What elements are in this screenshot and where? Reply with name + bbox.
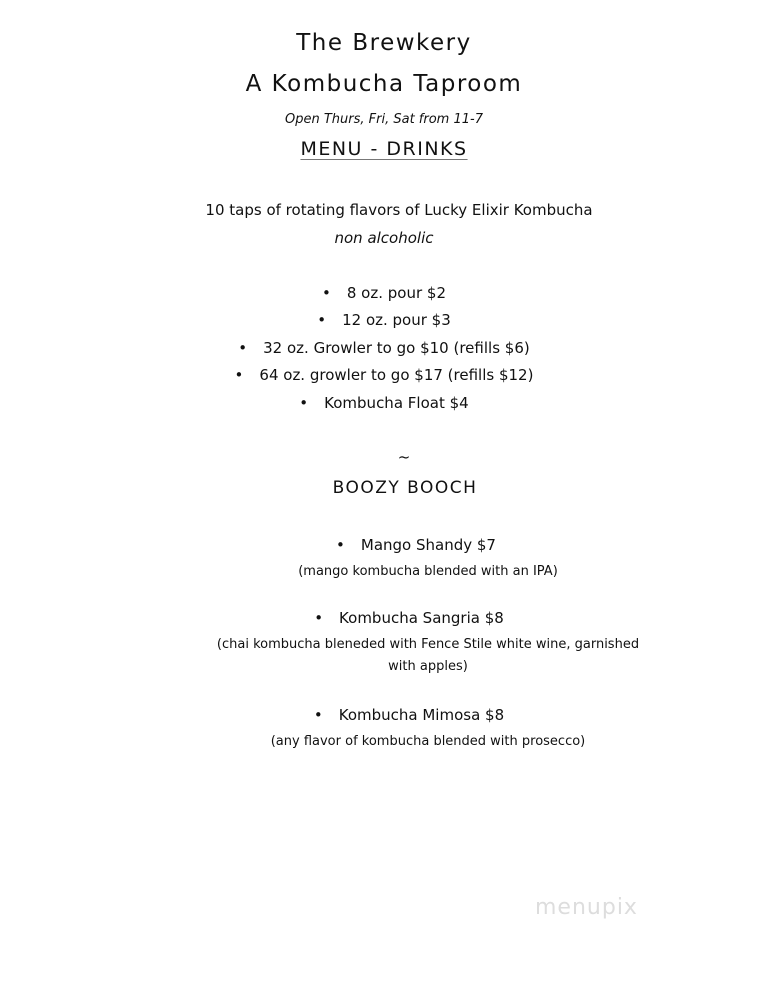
boozy-item-description: (mango kombucha blended with an IPA) [298,564,558,579]
menu-item [0,286,768,301]
kombucha-note: non alcoholic [334,229,434,247]
menu-item-label: Kombucha Float $4 [324,394,469,412]
boozy-item [0,611,768,626]
boozy-item [0,538,768,553]
menu-item [0,341,768,356]
menu-item [0,368,768,383]
bullet: • [336,536,345,554]
menu-item-label: 64 oz. growler to go $17 (refills $12) [259,366,534,384]
menu-item-label: 32 oz. Growler to go $10 (refills $6) [263,339,530,357]
section-title [0,140,768,159]
bullet: • [238,339,248,357]
boozy-item-description: (any flavor of kombucha blended with prosecco) [270,734,586,749]
boozy-item-name: Kombucha Mimosa $8 [338,706,505,724]
menu-item [0,396,768,411]
opening-hours: Open Thurs, Fri, Sat from 11-7 [285,112,483,127]
bullet: • [299,394,309,412]
boozy-item [0,708,768,723]
boozy-item-name: Kombucha Sangria $8 [339,609,504,627]
restaurant-name: The Brewkery [296,30,472,56]
boozy-section-title: BOOZY BOOCH [332,478,478,498]
bullet: • [322,284,331,302]
bullet: • [317,311,327,329]
watermark-logo: menupix [535,895,638,920]
menu-item-label: 12 oz. pour $3 [342,311,451,329]
bullet: • [234,366,244,384]
bullet: • [314,609,324,627]
boozy-item-description: (chai kombucha bleneded with Fence Stile white wine, garnished [216,637,640,652]
kombucha-intro: 10 taps of rotating flavors of Lucky Elixir Kombucha [205,201,593,219]
section-title-text: MENU - DRINKS [300,138,468,160]
restaurant-subtitle: A Kombucha Taproom [245,71,523,97]
menu-item-label: 8 oz. pour $2 [346,284,446,302]
separator: ~ [397,448,411,466]
boozy-item-name: Mango Shandy $7 [360,536,496,554]
boozy-item-description: with apples) [388,659,468,674]
bullet: • [313,706,323,724]
menu-item [0,313,768,328]
